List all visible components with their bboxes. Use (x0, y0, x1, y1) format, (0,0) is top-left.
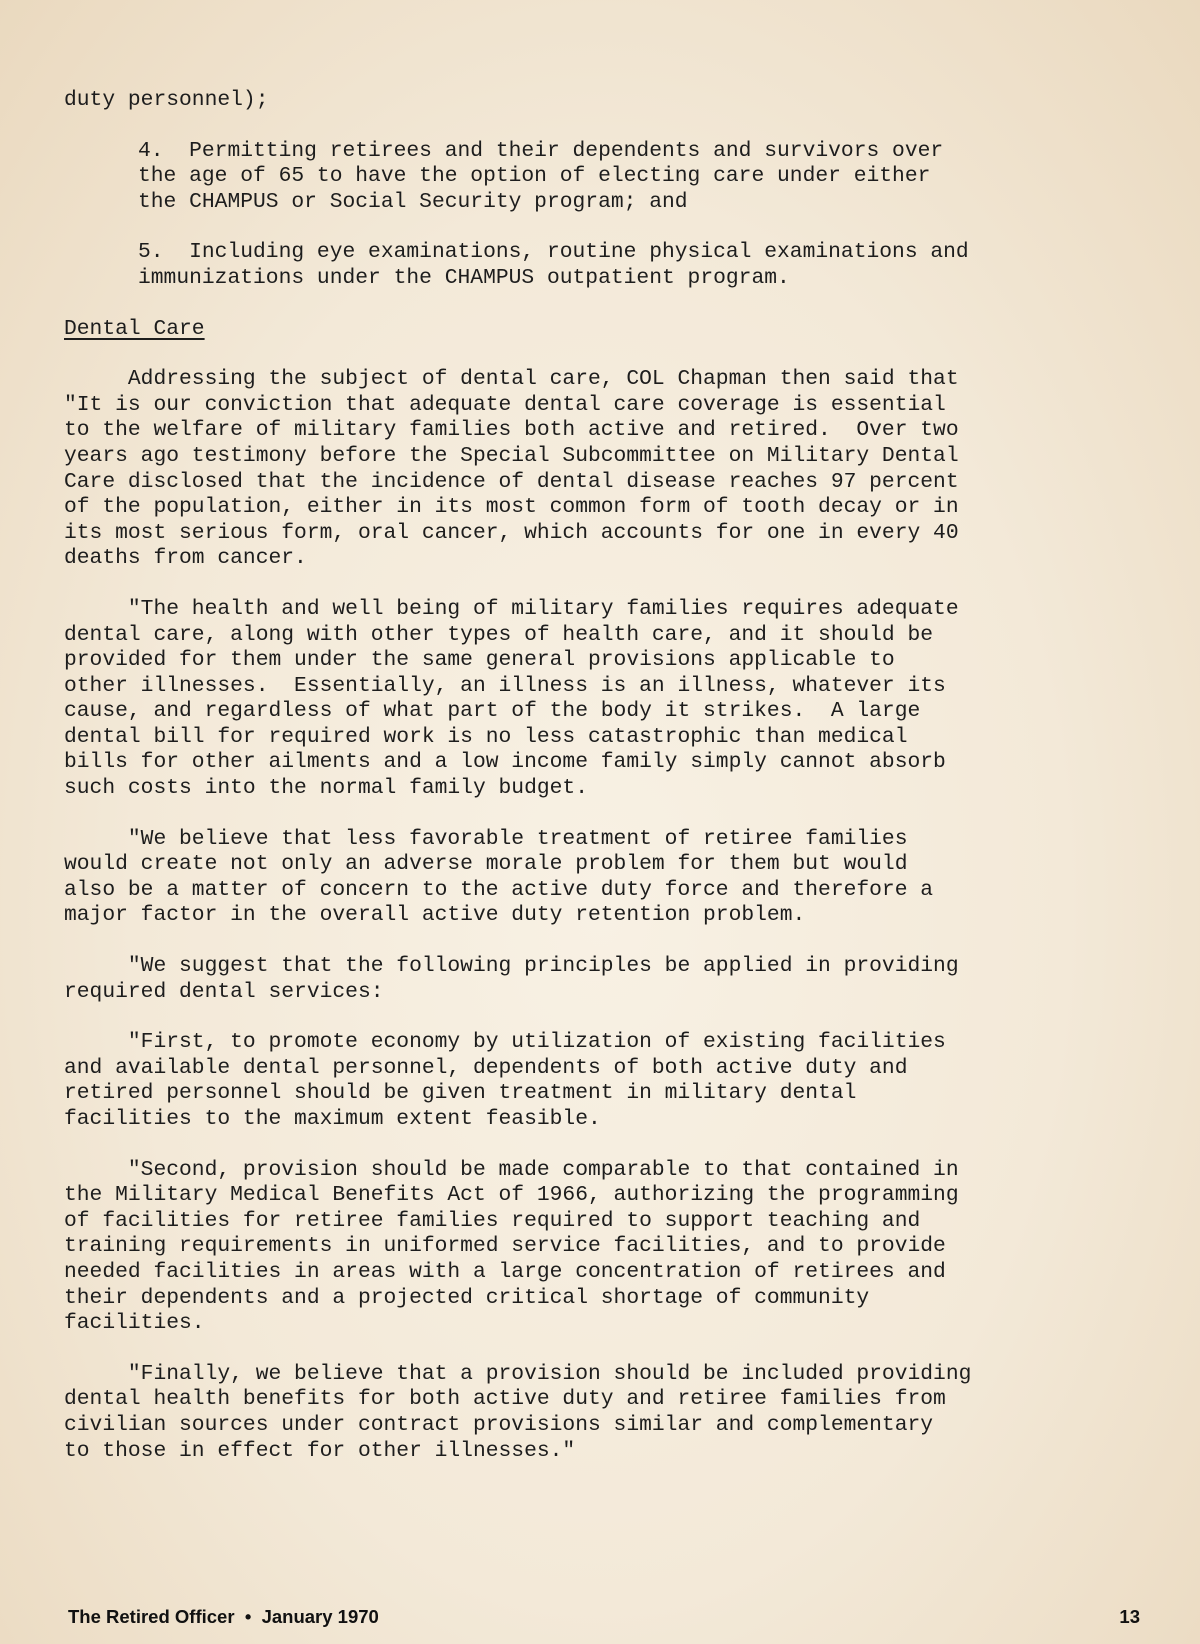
text-line: the CHAMPUS or Social Security program; and (138, 189, 688, 214)
section-heading-text: Dental Care (64, 316, 205, 341)
text-line: major factor in the overall active duty retention problem. (64, 903, 806, 928)
text-line: deaths from cancer. (64, 546, 307, 571)
section-heading (64, 317, 1144, 343)
text-line: Addressing the subject of dental care, COL Chapman then said that (64, 367, 959, 392)
text-line: "Second, provision should be made comparable to that contained in (64, 1157, 959, 1182)
text-line: years ago testimony before the Special Subcommittee on Military Dental (64, 443, 959, 468)
text-line: training requirements in uniformed service facilities, and to provide (64, 1234, 946, 1259)
text-line: such costs into the normal family budget. (64, 776, 588, 801)
text-line: the Military Medical Benefits Act of 1966, authorizing the programming (64, 1183, 959, 1208)
text-line: provided for them under the same general provisions applicable to (64, 648, 895, 673)
text-line: Care disclosed that the incidence of dental disease reaches 97 percent (64, 469, 959, 494)
text-line: dental bill for required work is no less catastrophic than medical (64, 724, 908, 749)
text-line: 5. Including eye examinations, routine physical examinations and (138, 240, 969, 265)
text-line: of facilities for retiree families required to support teaching and (64, 1208, 921, 1233)
paragraph (64, 597, 1144, 802)
text-line: retired personnel should be given treatment in military dental (64, 1081, 857, 1106)
text-line: needed facilities in areas with a large concentration of retirees and (64, 1259, 946, 1284)
text-line: 4. Permitting retirees and their dependents and survivors over (138, 138, 944, 163)
text-line: "We believe that less favorable treatment of retiree families (64, 826, 908, 851)
text-line: required dental services: (64, 979, 384, 1004)
paragraph (64, 954, 1144, 1005)
publication-title: The Retired Officer • January 1970 (68, 1606, 379, 1627)
paragraph (64, 1362, 1144, 1464)
list-item-4 (138, 139, 1144, 216)
paragraph (64, 1030, 1144, 1132)
text-line: to those in effect for other illnesses." (64, 1438, 576, 1463)
text-line: immunizations under the CHAMPUS outpatient program. (138, 265, 790, 290)
continued-fragment (64, 88, 1144, 114)
text-line: duty personnel); (64, 88, 269, 112)
page-number: 13 (1119, 1606, 1140, 1627)
paragraph (64, 827, 1144, 929)
paragraph (64, 1158, 1144, 1337)
text-line: "We suggest that the following principles be applied in providing (64, 954, 959, 979)
text-line: facilities. (64, 1311, 205, 1336)
text-line: would create not only an adverse morale problem for them but would (64, 852, 908, 877)
article-body (64, 88, 1144, 1489)
text-line: to the welfare of military families both active and retired. Over two (64, 418, 959, 443)
text-line: and available dental personnel, dependents of both active duty and (64, 1055, 908, 1080)
text-line: of the population, either in its most common form of tooth decay or in (64, 495, 959, 520)
list-item-5 (138, 240, 1144, 291)
paragraph (64, 367, 1144, 572)
text-line: "It is our conviction that adequate dental care coverage is essential (64, 392, 946, 417)
text-line: other illnesses. Essentially, an illness is an illness, whatever its (64, 673, 946, 698)
page-footer (68, 1606, 1140, 1632)
text-line: dental health benefits for both active duty and retiree families from (64, 1387, 946, 1412)
text-line: "First, to promote economy by utilization of existing facilities (64, 1030, 946, 1055)
text-line: the age of 65 to have the option of electing care under either (138, 164, 931, 189)
text-line: its most serious form, oral cancer, which accounts for one in every 40 (64, 520, 959, 545)
text-line: bills for other ailments and a low income family simply cannot absorb (64, 750, 946, 775)
text-line: cause, and regardless of what part of the body it strikes. A large (64, 699, 921, 724)
text-line: also be a matter of concern to the active duty force and therefore a (64, 877, 934, 902)
text-line: "Finally, we believe that a provision should be included providing (64, 1361, 972, 1386)
text-line: dental care, along with other types of health care, and it should be (64, 622, 934, 647)
text-line: "The health and well being of military families requires adequate (64, 596, 959, 621)
text-line: facilities to the maximum extent feasible. (64, 1107, 601, 1131)
text-line: their dependents and a projected critical shortage of community (64, 1285, 870, 1310)
text-line: civilian sources under contract provisions similar and complementary (64, 1412, 934, 1437)
